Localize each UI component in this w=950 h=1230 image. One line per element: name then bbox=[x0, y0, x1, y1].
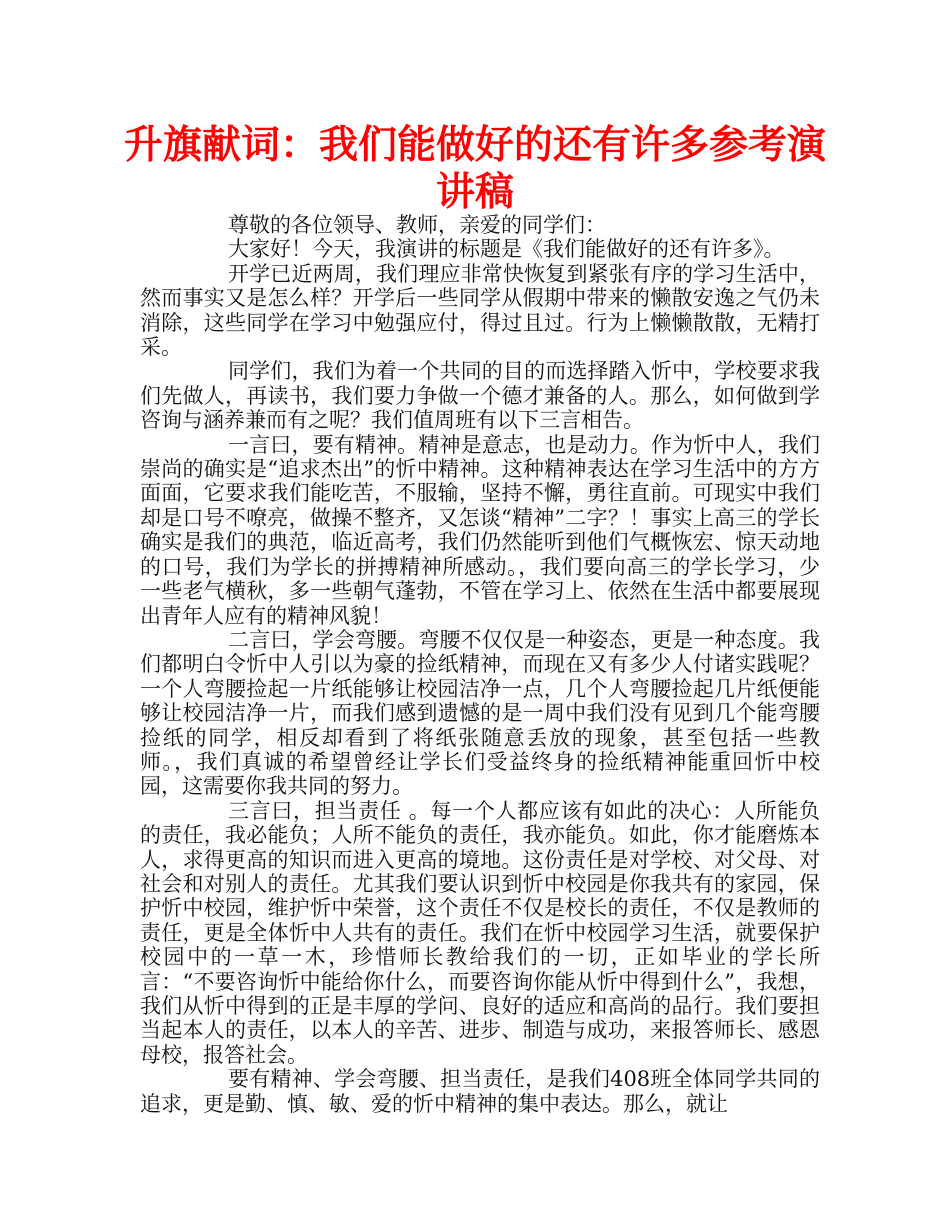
paragraph: 一言曰，要有精神。精神是意志，也是动力。作为忻中人，我们崇尚的确实是“追求杰出”的忻中精神。这种精神表达在学习生活中的方方面面，它要求我们能吃苦，不服输，坚持不懈，勇往直前。可现实中我们却是口号不嘹亮，做操不整齐，又怎谈“精神”二字？！事实上高三的学长确实是我们的典范，临近高考，我们仍然能听到他们气概恢宏、惊天动地的口号，我们为学长的拼搏精神所感动。，我们要向高三的学长学习，少一些老气横秋，多一些朝气蓬勃，不管在学习上、依然在生活中都要展现出青年人应有的精神风貌！ bbox=[140, 432, 820, 628]
document-title: 升旗献词：我们能做好的还有许多参考演讲稿 bbox=[123, 123, 826, 215]
paragraph: 要有精神、学会弯腰、担当责任，是我们408班全体同学共同的追求，更是勤、慎、敏、爱的忻中精神的集中表达。那么，就让 bbox=[140, 1067, 820, 1116]
document-body bbox=[140, 213, 820, 1116]
paragraph: 同学们，我们为着一个共同的目的而选择踏入忻中，学校要求我们先做人，再读书，我们要力争做一个德才兼备的人。那么，如何做到学咨询与涵养兼而有之呢？我们值周班有以下三言相告。 bbox=[140, 359, 820, 433]
paragraph: 三言曰，担当责任 。每一个人都应该有如此的决心：人所能负的责任，我必能负；人所不能负的责任，我亦能负。如此，你才能磨炼本人，求得更高的知识而进入更高的境地。这份责任是对学校、对父母、对社会和对别人的责任。尤其我们要认识到忻中校园是你我共有的家园，保护忻中校园，维护忻中荣誉，这个责任不仅是校长的责任，不仅是教师的责任，更是全体忻中人共有的责任。我们在忻中校园学习生活，就要保护校园中的一草一木，珍惜师长教给我们的一切，正如毕业的学长所言：“不要咨询忻中能给你什么，而要咨询你能从忻中得到什么”，我想，我们从忻中得到的正是丰厚的学问、良好的适应和高尚的品行。我们要担当起本人的责任，以本人的辛苦、进步、制造与成功，来报答师长、感恩母校，报答社会。 bbox=[140, 798, 820, 1067]
paragraph-salutation: 尊敬的各位领导、教师，亲爱的同学们： bbox=[228, 213, 606, 237]
paragraph-greeting: 大家好！今天，我演讲的标题是《我们能做好的还有许多》。 bbox=[228, 237, 785, 262]
paragraph: 二言曰，学会弯腰。弯腰不仅仅是一种姿态，更是一种态度。我们都明白令忻中人引以为豪的捡纸精神，而现在又有多少人付诸实践呢？一个人弯腰捡起一片纸能够让校园洁净一点，几个人弯腰捡起几片纸便能够让校园洁净一片，而我们感到遗憾的是一周中我们没有见到几个能弯腰捡纸的同学，相反却看到了将纸张随意丢放的现象，甚至包括一些教师。，我们真诚的希望曾经让学长们受益终身的捡纸精神能重回忻中校园，这需要你我共同的努力。 bbox=[140, 627, 820, 799]
paragraph: 开学已近两周，我们理应非常快恢复到紧张有序的学习生活中，然而事实又是怎么样？开学后一些同学从假期中带来的懒散安逸之气仍未消除，这些同学在学习中勉强应付，得过且过。行为上懒懒散散，无精打采。 bbox=[140, 261, 820, 360]
